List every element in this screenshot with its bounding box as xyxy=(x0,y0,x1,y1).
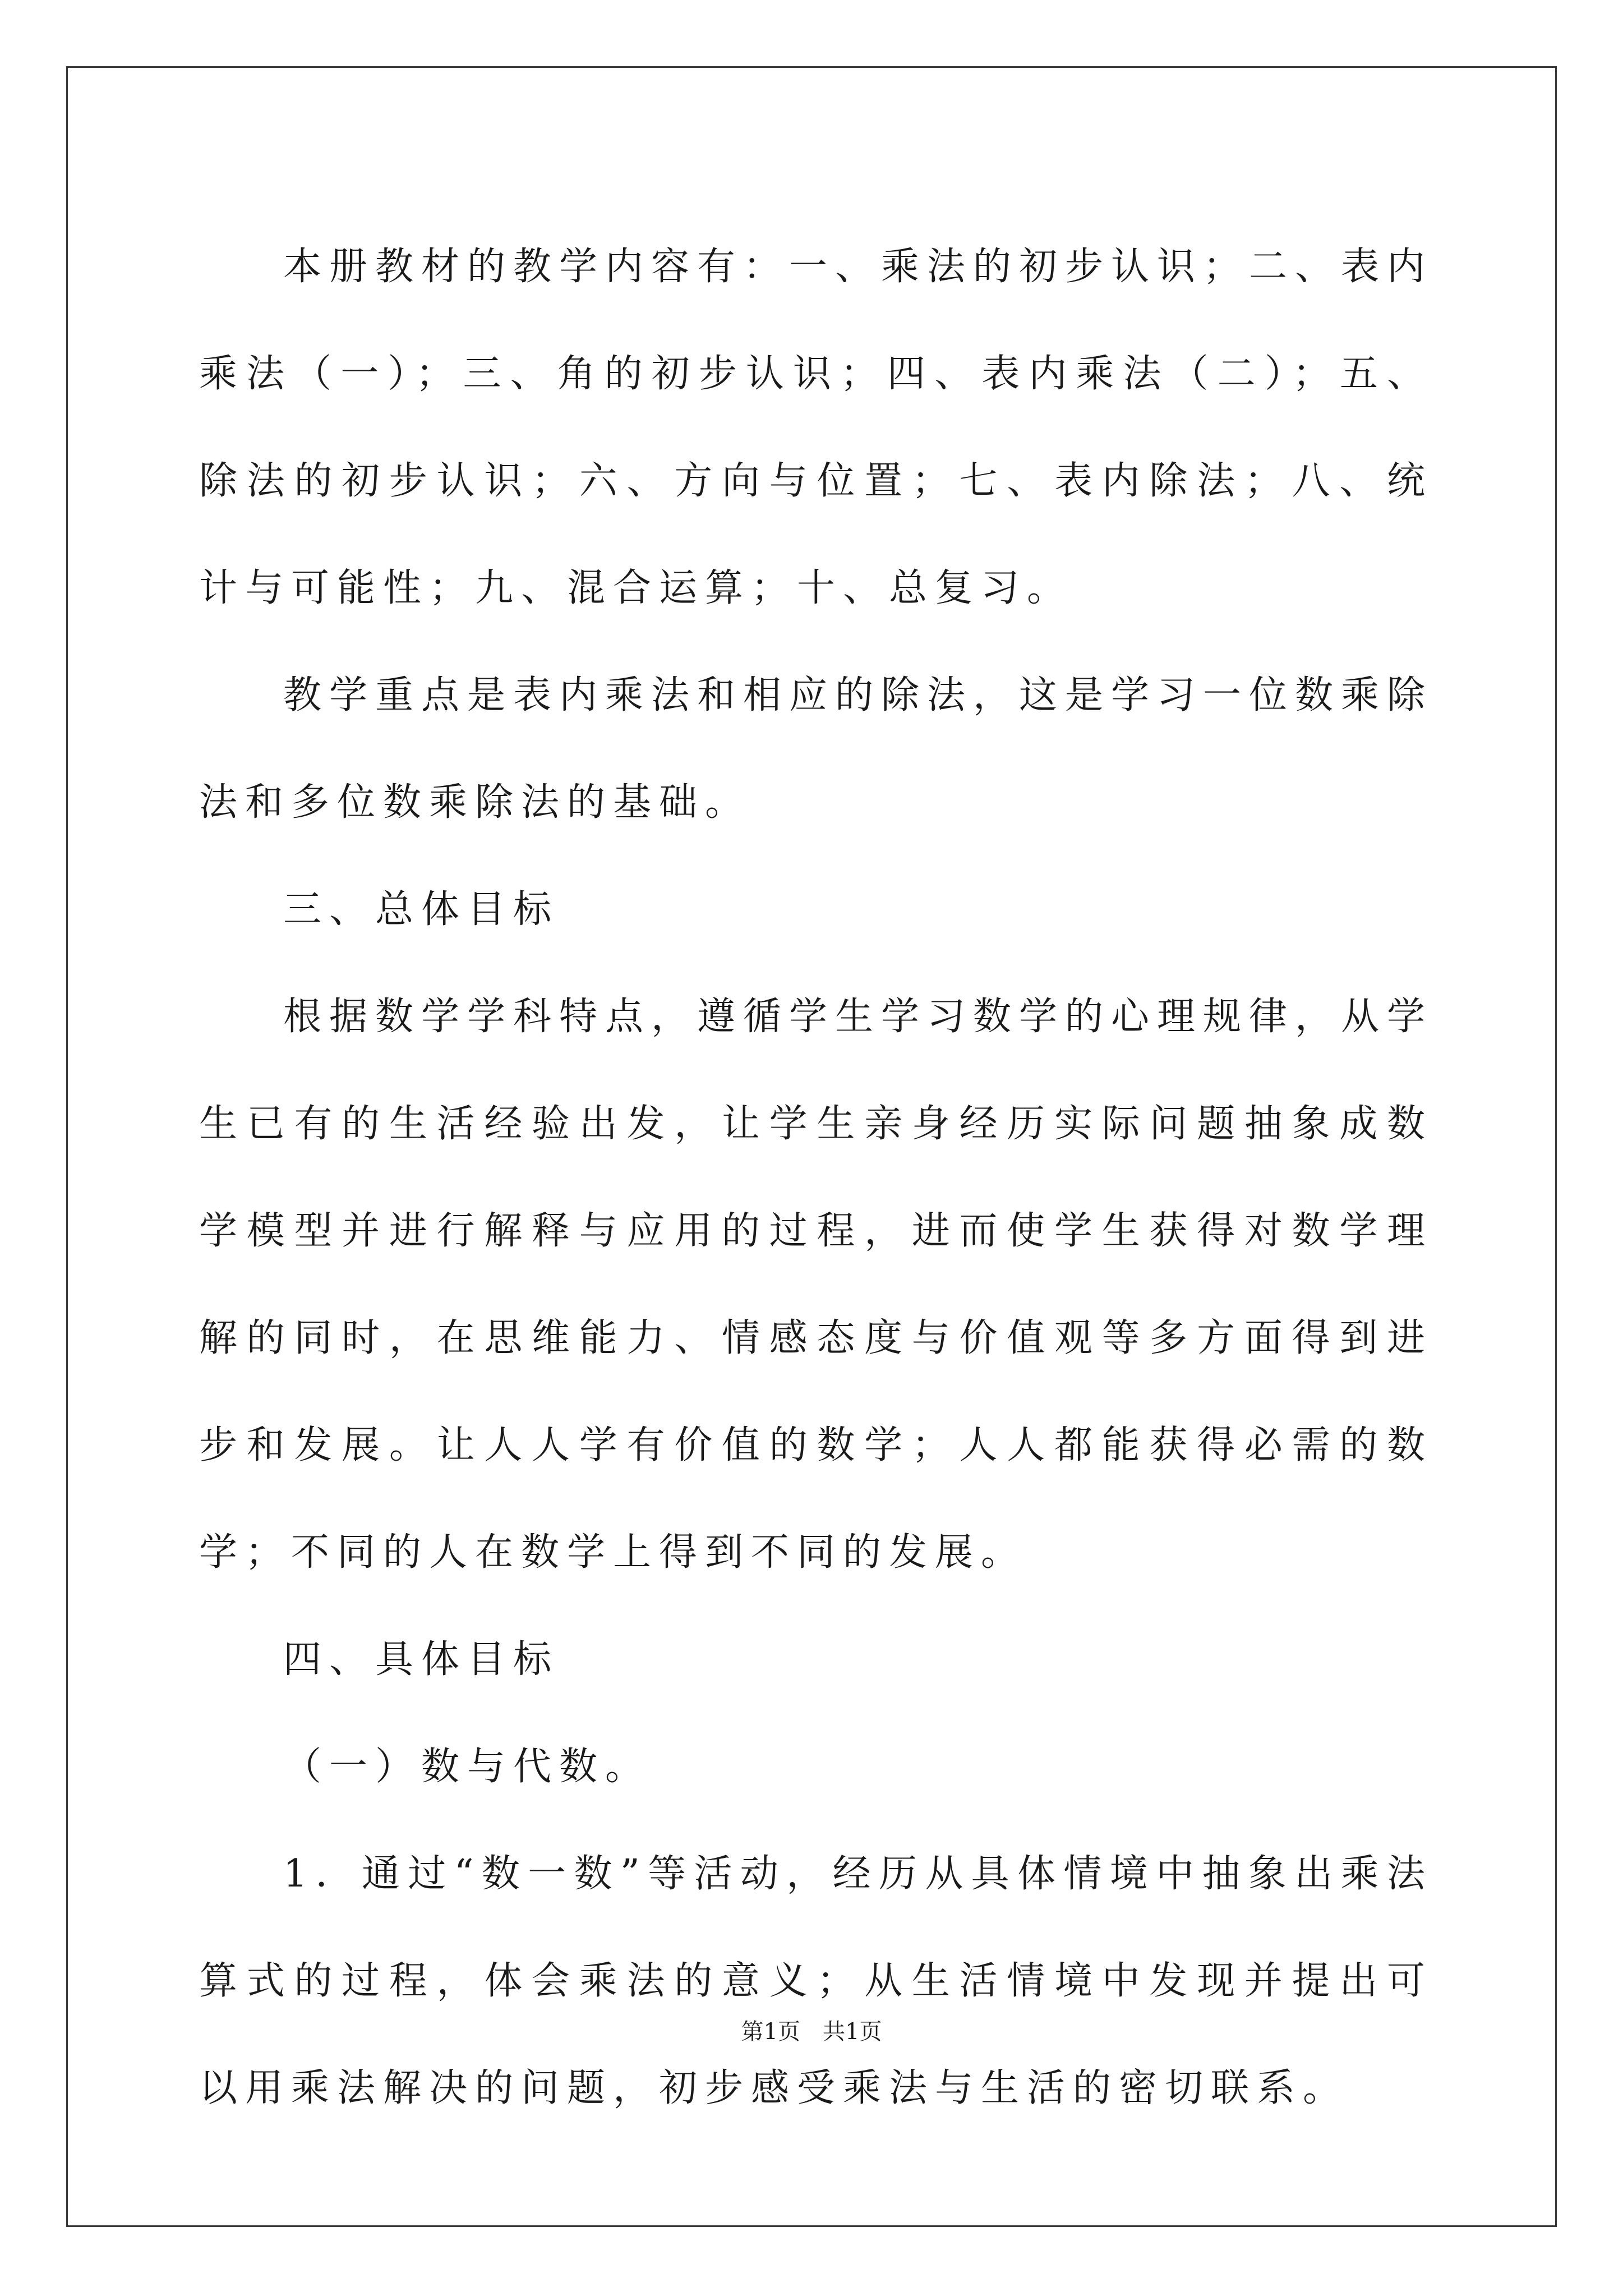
page-footer xyxy=(0,2014,1623,2046)
paragraph-overall-goals: 根据数学学科特点，遵循学生学习数学的心理规律，从学生已有的生活经验出发，让学生亲身经历实际问题抽象成数学模型并进行解释与应用的过程，进而使学生获得对数学理解的同时，在思维能力、情感态度与价值观等多方面得到进步和发展。让人人学有价值的数学；人人都能获得必需的数学；不同的人在数学上得到不同的发展。 xyxy=(199,995,1433,1575)
document-body xyxy=(199,213,1433,2142)
paragraph-teaching-content: 本册教材的教学内容有：一、乘法的初步认识；二、表内乘法（一）；三、角的初步认识；四、表内乘法（二）；五、除法的初步认识；六、方向与位置；七、表内除法；八、统计与可能性；九、混合运算；十、总复习。 xyxy=(199,245,1433,610)
heading-specific-goals: 四、具体目标 xyxy=(283,1637,560,1682)
page-total: 共1页 xyxy=(823,2019,882,2045)
page-number: 第1页 xyxy=(741,2019,800,2045)
paragraph-goal-1: 1．通过“数一数”等活动，经历从具体情境中抽象出乘法算式的过程，体会乘法的意义；从生活情境中发现并提出可以用乘法解决的问题，初步感受乘法与生活的密切联系。 xyxy=(199,1852,1433,2110)
heading-overall-goals: 三、总体目标 xyxy=(283,887,560,932)
paragraph-teaching-focus: 教学重点是表内乘法和相应的除法，这是学习一位数乘除法和多位数乘除法的基础。 xyxy=(199,673,1433,825)
subheading-number-algebra: （一）数与代数。 xyxy=(283,1745,652,1789)
